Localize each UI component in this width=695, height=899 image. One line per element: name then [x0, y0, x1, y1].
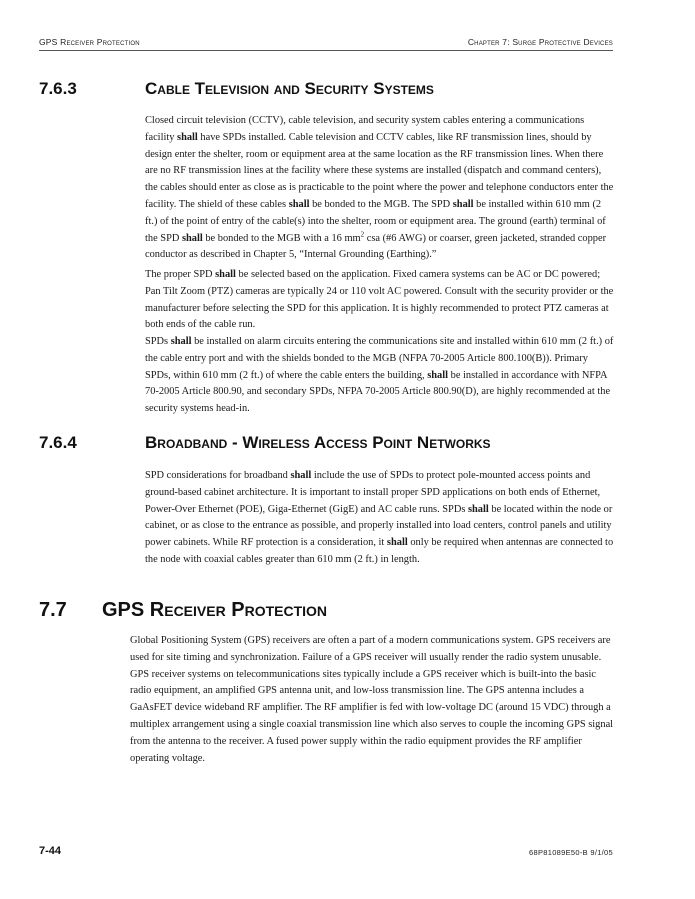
header-right-text: Chapter 7: Surge Protective Devices	[467, 37, 613, 47]
header-left-text: GPS Receiver Protection	[39, 37, 140, 47]
section-763-paragraph-2: The proper SPD shall be selected based on the application. Fixed camera systems can be AC or DC powered; Pan Tilt Zoom (PTZ) cameras are typically 24 or 110 volt AC powered. Consult with the security provider or the manufacturer before selecting the SPD for this application. It is highly recommended to protect PTZ cameras at both ends of the cable run.	[145, 269, 614, 331]
header-rule	[39, 50, 613, 51]
section-764-paragraph-1: SPD considerations for broadband shall include the use of SPDs to protect pole-mounted access points and ground-based cabinet architecture. It is important to install proper SPD applications on both ends of Ethernet, Power-Over Ethernet (POE), Giga-Ethernet (GigE) and AC cable runs. SPDs shall be located within the node or cabinet, or as close to the entrance as possible, and properly installed into load centers, control panels and utility power cabinets. While RF protection is a consideration, it shall only be required when antennas are connected to the node with coaxial cables greater than 610 mm (2 ft.) in length.	[145, 470, 614, 565]
section-763-paragraph-1: Closed circuit television (CCTV), cable television, and security system cables entering a communications facility shall have SPDs installed. Cable television and CCTV cables, like RF transmission lines, should by design enter the shelter, room or equipment area at the same location as the RF transmission lines. When there are no RF transmission lines at the facility where these systems are installed (dispatch and command centers), the cables should enter as close as is practicable to the point where the power and telephone conductors enter the facility. The shield of these cables shall be bonded to the MGB. The SPD shall be installed within 610 mm (2 ft.) of the point of entry of the cable(s) into the shelter, room or equipment area. The ground (earth) terminal of the SPD shall be bonded to the MGB with a 16 $mm^2$ csa (#6 AWG) or coarser, green jacketed, stranded copper conductor as described in Chapter 5, “Internal Grounding (Earthing).”	[145, 115, 614, 261]
section-763-title: Cable Television and Security Systems	[145, 79, 434, 98]
running-header	[39, 37, 613, 51]
section-763-paragraph-3: SPDs shall be installed on alarm circuits entering the communications site and installed within 610 mm (2 ft.) of the cable entry port and with the shields bonded to the MGB (NFPA 70-2005 Article 800.100(B)). Primary SPDs, within 610 mm (2 ft.) of where the cable enters the building, shall be installed in accordance with NFPA 70-2005 Article 800.90, and secondary SPDs, NFPA 70-2005 Article 800.90(D), are highly recommended at the security systems head-in.	[145, 336, 614, 415]
section-77-paragraph-1: Global Positioning System (GPS) receivers are often a part of a modern communications system. GPS receivers are used for site timing and synchronization. Failure of a GPS receiver will usually render the radio system unusable. GPS receiver systems on telecommunications sites typically include a GPS receiver which is built-into the basic radio equipment, an amplified GPS antenna unit, and low-loss transmission line. The GPS antenna includes a GaAsFET device wideband RF amplifier. The RF amplifier is fed with low-voltage DC (around 15 VDC) through a multiplex arrangement using a single coaxial transmission line which also serves to couple the incoming GPS signal from the antenna to the receiver. A fused power supply within the radio equipment provides the RF amplifier operating voltage.	[130, 635, 614, 764]
section-763-number: 7.6.3	[39, 79, 77, 98]
section-77-title: GPS Receiver Protection	[102, 599, 328, 621]
section-764-number: 7.6.4	[39, 433, 77, 452]
section-77-number: 7.7	[39, 599, 67, 621]
page-number: 7-44	[39, 845, 62, 857]
section-764-title: Broadband - Wireless Access Point Networks	[145, 433, 491, 452]
document-id: 68P81089E50-B 9/1/05	[529, 848, 613, 857]
